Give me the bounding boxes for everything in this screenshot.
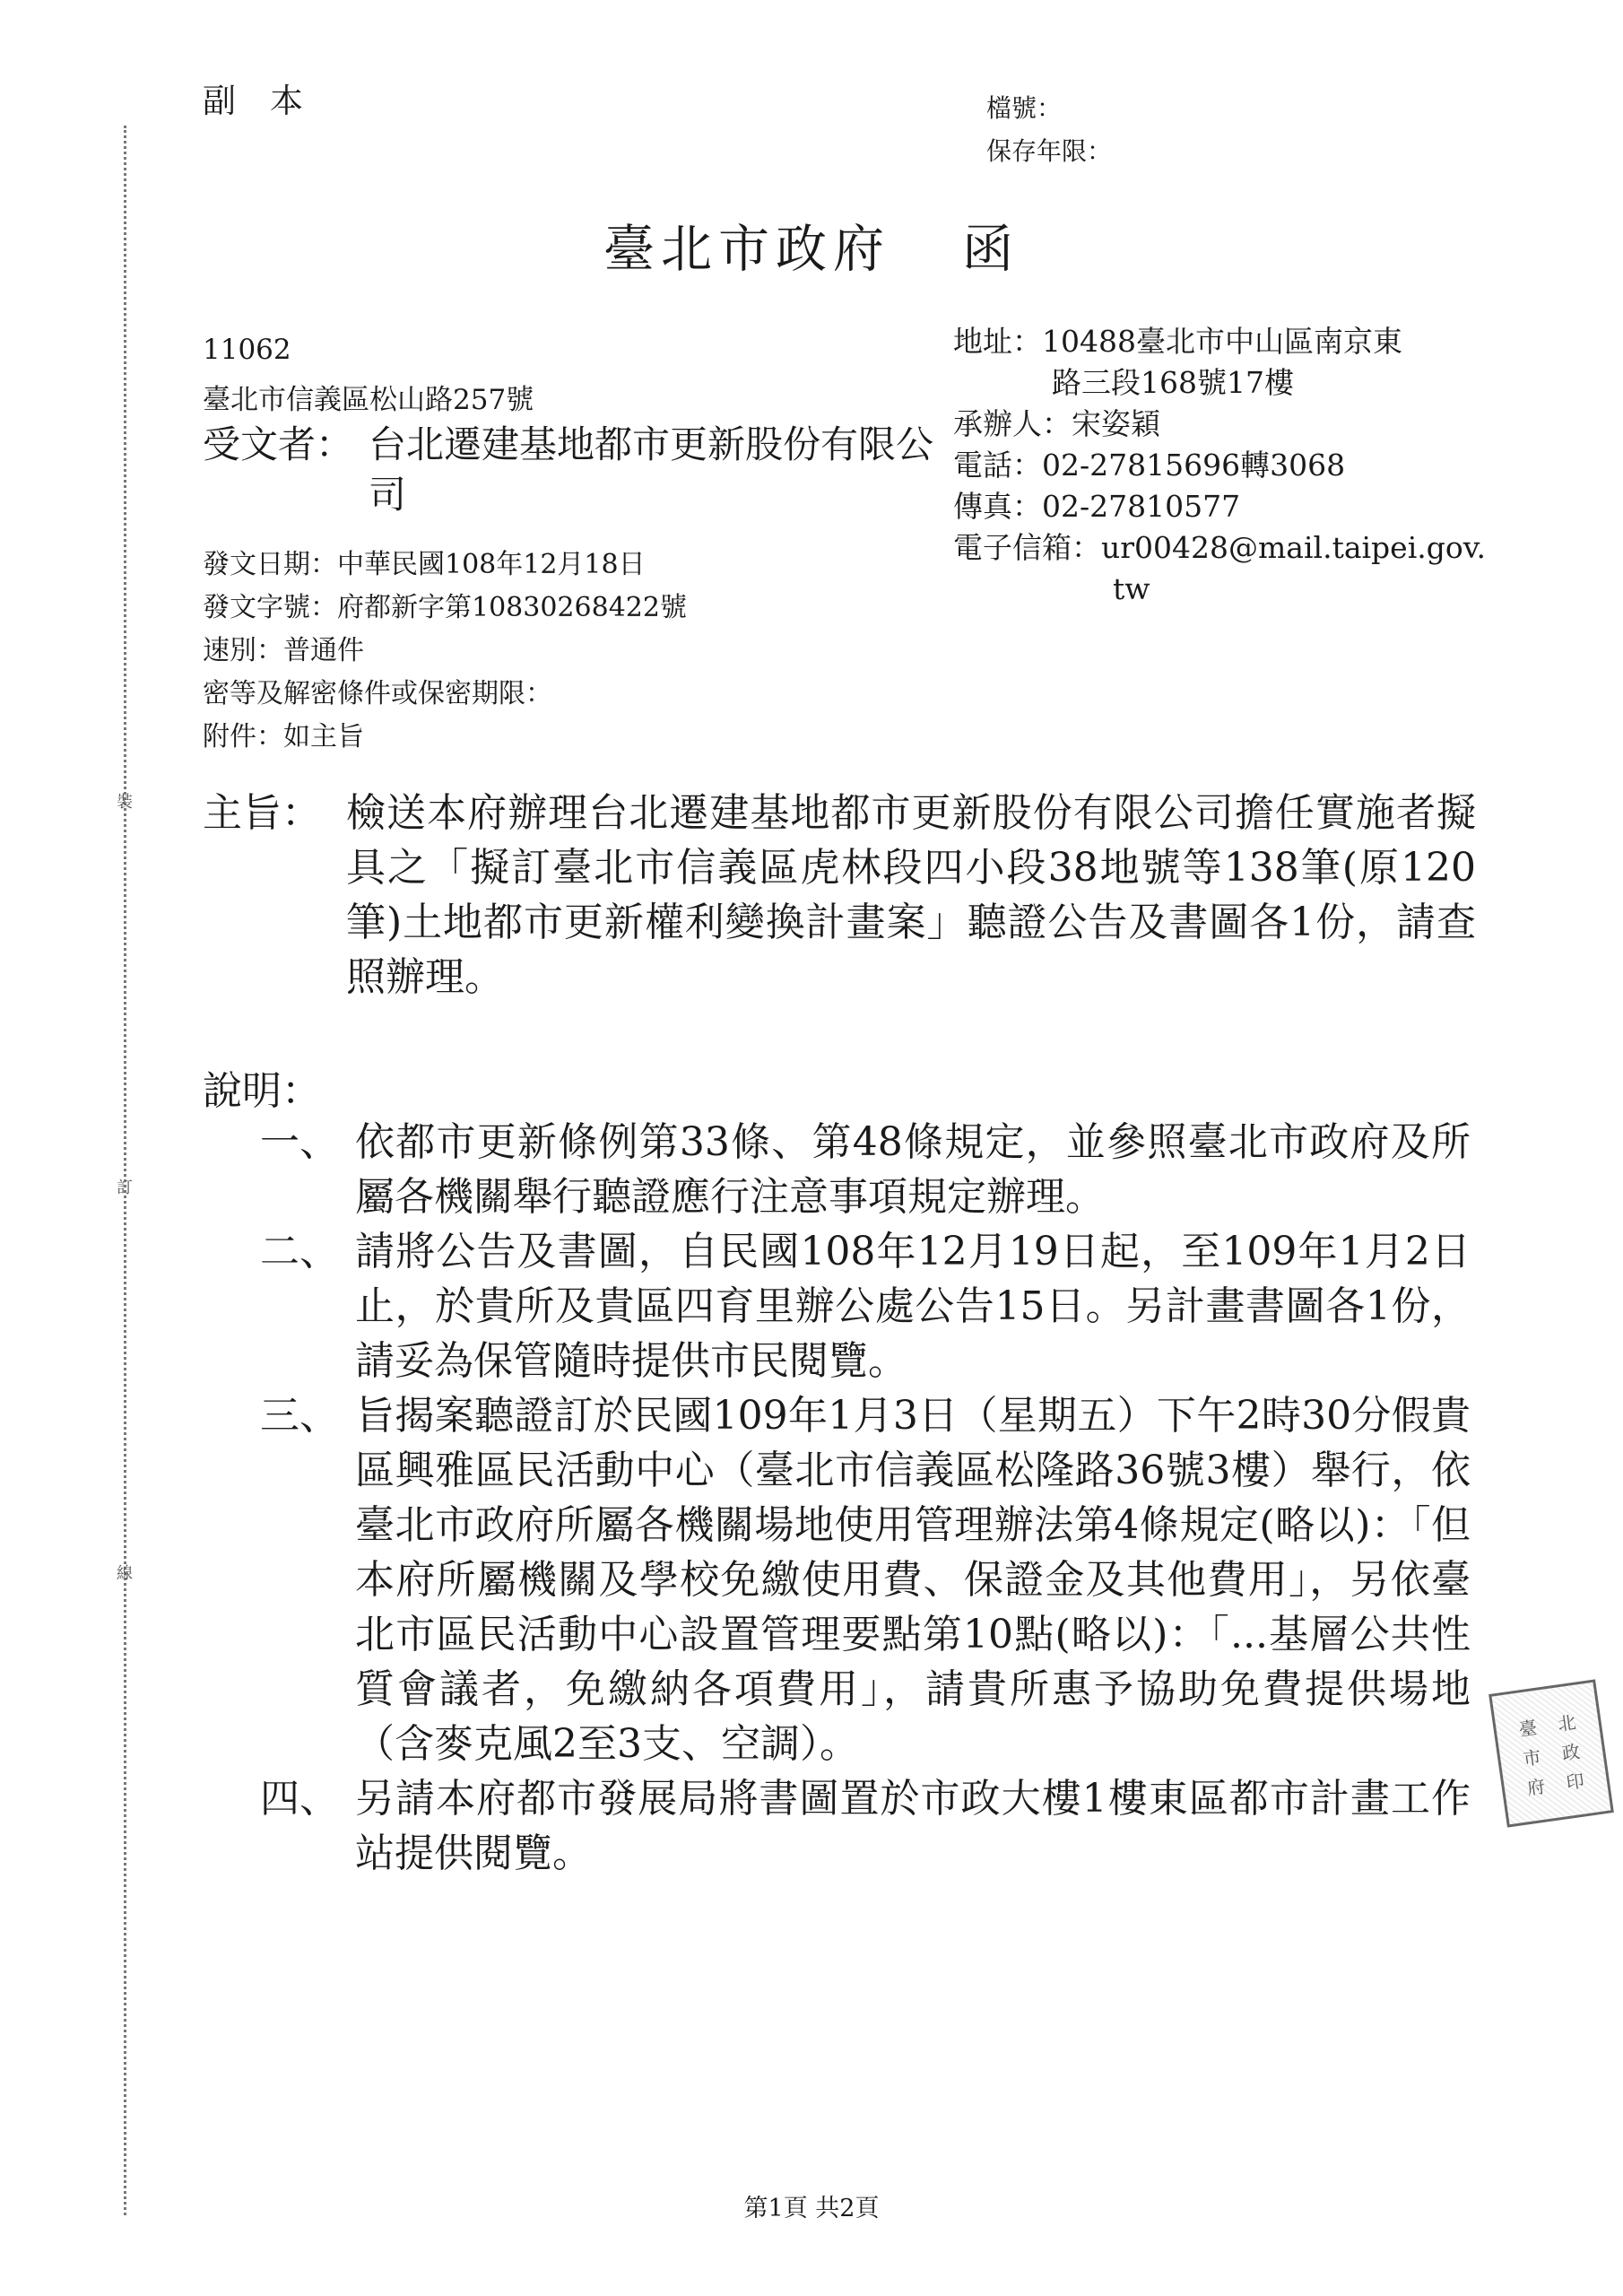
sender-address-cont: 路三段168號17樓 xyxy=(1052,365,1294,400)
sender-address: 10488臺北市中山區南京東 xyxy=(1042,324,1402,359)
issue-date: 發文日期：中華民國108年12月18日 xyxy=(203,549,646,580)
sender-address-label: 地址： xyxy=(953,324,1042,359)
handler-label: 承辦人： xyxy=(953,406,1072,441)
fax-number: 02-27810577 xyxy=(1042,489,1241,524)
binding-char-ding: 訂 xyxy=(117,1178,133,1197)
recipient-zip: 11062 xyxy=(203,334,291,366)
issuing-org: 臺北市政府 xyxy=(603,220,890,279)
speed-class: 速別：普通件 xyxy=(203,635,364,666)
explanation-item xyxy=(260,1224,1471,1388)
explanation-label: 說明： xyxy=(203,1068,321,1114)
sender-contact xyxy=(953,321,1563,610)
issue-info xyxy=(203,544,687,759)
binding-char-zhuang: 裝 xyxy=(117,793,133,812)
official-seal-stamp: 臺 北 市 政 府 印 xyxy=(1488,1679,1614,1827)
recipient-address: 臺北市信義區松山路257號 xyxy=(203,384,534,416)
email-address-cont: tw xyxy=(1113,571,1150,606)
document-type: 函 xyxy=(962,220,1020,279)
item-number: 四、 xyxy=(260,1776,339,1822)
file-number-label: 檔號： xyxy=(986,93,1063,123)
explanation-list xyxy=(260,1115,1471,1881)
recipient xyxy=(203,420,938,520)
secrecy-level: 密等及解密條件或保密期限： xyxy=(203,678,552,709)
item-text: 另請本府都市發展局將書圖置於市政大樓1樓東區都市計畫工作站提供閱覽。 xyxy=(355,1776,1471,1876)
subject-label: 主旨： xyxy=(203,790,321,836)
recipient-name: 台北遷建基地都市更新股份有限公司 xyxy=(369,422,934,517)
retention-label: 保存年限： xyxy=(986,136,1113,166)
item-number: 二、 xyxy=(260,1229,339,1274)
phone-number: 02-27815696轉3068 xyxy=(1042,448,1346,483)
item-number: 三、 xyxy=(260,1393,339,1439)
subject-section xyxy=(203,786,1476,1004)
explanation-item xyxy=(260,1115,1471,1224)
email-address: ur00428@mail.taipei.gov. xyxy=(1101,530,1486,565)
email-label: 電子信箱： xyxy=(953,530,1101,565)
item-text: 請將公告及書圖，自民國108年12月19日起，至109年1月2日止，於貴所及貴區四育里辦公處公告15日。另計畫書圖各1份，請妥為保管隨時提供市民閱覽。 xyxy=(355,1229,1471,1384)
item-number: 一、 xyxy=(260,1119,339,1165)
attachment-info: 附件：如主旨 xyxy=(203,721,364,752)
phone-label: 電話： xyxy=(953,448,1042,483)
explanation-item xyxy=(260,1388,1471,1771)
document-title xyxy=(0,208,1623,282)
explanation-item xyxy=(260,1771,1471,1881)
issue-number: 發文字號：府都新字第10830268422號 xyxy=(203,592,687,623)
fax-label: 傳真： xyxy=(953,489,1042,524)
binding-line xyxy=(124,126,126,2215)
item-text: 旨揭案聽證訂於民國109年1月3日（星期五）下午2時30分假貴區興雅區民活動中心（臺北市信義區松隆路36號3樓）舉行，依臺北市政府所屬各機關場地使用管理辦法第4條規定(略以)：「但本府所屬機關及學校免繳使用費、保證金及其他費用」，另依臺北市區民活動中心設置管理要點第10點(略以)：「...基層公共性質會議者，免繳納各項費用」，請貴所惠予協助免費提供場地（含麥克風2至3支、空調）。 xyxy=(355,1393,1471,1767)
binding-char-xian: 線 xyxy=(117,1564,133,1583)
item-text: 依都市更新條例第33條、第48條規定，並參照臺北市政府及所屬各機關舉行聽證應行注意事項規定辦理。 xyxy=(355,1119,1471,1220)
page-footer: 第1頁 共2頁 xyxy=(743,2195,880,2222)
subject-text: 檢送本府辦理台北遷建基地都市更新股份有限公司擔任實施者擬具之「擬訂臺北市信義區虎林段四小段38地號等138筆(原120筆)土地都市更新權利變換計畫案」聽證公告及書圖各1份，請查照辦理。 xyxy=(346,790,1476,1000)
recipient-label: 受文者： xyxy=(203,422,354,466)
copy-mark: 副本 xyxy=(203,82,337,120)
handler-name: 宋姿穎 xyxy=(1072,406,1160,441)
